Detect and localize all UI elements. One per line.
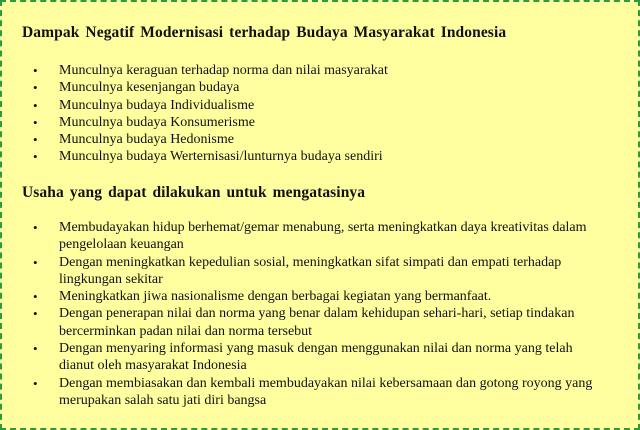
list-item: • Munculnya budaya Hedonisme bbox=[2, 131, 622, 148]
list-item: • Munculnya keraguan terhadap norma dan nilai masyarakat bbox=[2, 62, 622, 79]
list-item: • Membudayakan hidup berhemat/gemar menabung, serta meningkatkan daya kreativitas dalam pengelolaan keuangan bbox=[2, 219, 622, 254]
list-item: • Meningkatkan jiwa nasionalisme dengan berbagai kegiatan yang bermanfaat. bbox=[2, 288, 622, 305]
list-item: • Munculnya budaya Werternisasi/lunturnya budaya sendiri bbox=[2, 148, 622, 165]
list-item: • Dengan menyaring informasi yang masuk dengan menggunakan nilai dan norma yang telah dianut oleh masyarakat Indonesia bbox=[2, 340, 622, 375]
list-item: • Dengan meningkatkan kepedulian sosial, meningkatkan sifat simpati dan empati terhadap lingkungan sekitar bbox=[2, 254, 622, 289]
list-item: • Munculnya kesenjangan budaya bbox=[2, 79, 622, 96]
list-efforts bbox=[2, 219, 622, 409]
list-item: • Munculnya budaya Individualisme bbox=[2, 97, 622, 114]
list-item: • Dengan penerapan nilai dan norma yang benar dalam kehidupan sehari-hari, setiap tindakan bercerminkan padan nilai dan norma tersebut bbox=[2, 305, 622, 340]
list-item: • Munculnya budaya Konsumerisme bbox=[2, 114, 622, 131]
list-negative-impacts bbox=[2, 62, 622, 166]
list-item: • Dengan membiasakan dan kembali membudayakan nilai kebersamaan dan gotong royong yang merupakan salah satu jati diri bangsa bbox=[2, 375, 622, 410]
heading-negative-impacts: Dampak Negatif Modernisasi terhadap Budaya Masyarakat Indonesia bbox=[22, 24, 507, 41]
heading-efforts: Usaha yang dapat dilakukan untuk mengatasinya bbox=[22, 184, 366, 201]
